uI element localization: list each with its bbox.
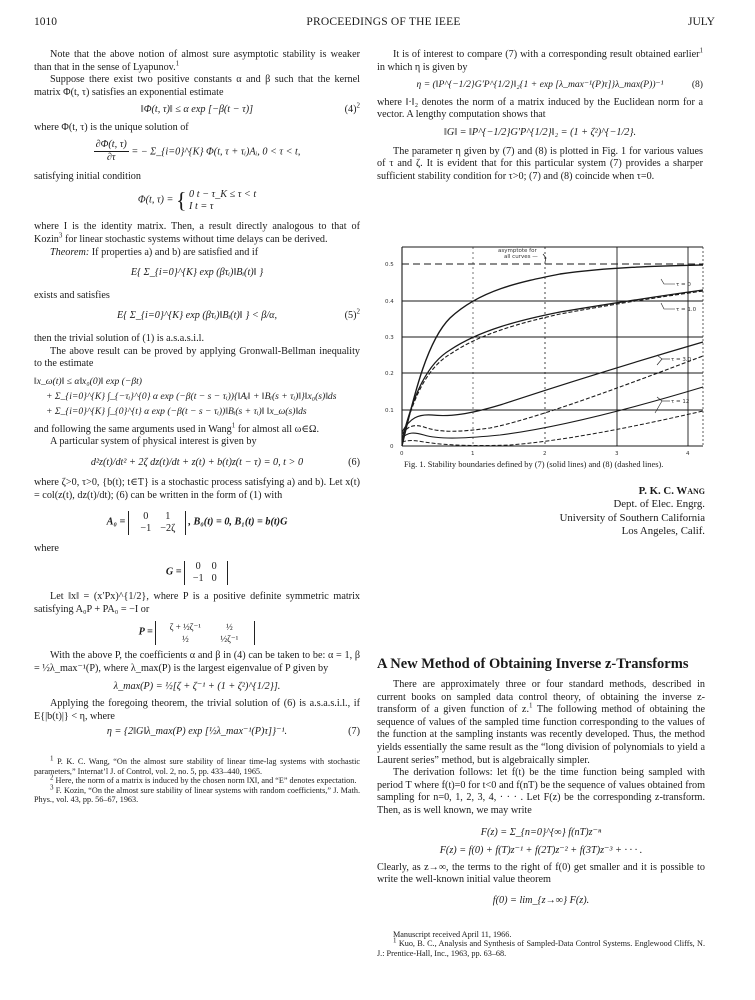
paragraph: Suppose there exist two positive constants α and β such that the kernel matrix Φ(t, τ) satisfies an exponential estimate (34, 74, 360, 98)
equation-z-expand: F(z) = f(0) + f(T)z⁻¹ + f(2T)z⁻² + f(3T)z⁻³ + · · · . (439, 845, 643, 857)
author-city: Los Angeles, Calif. (621, 525, 705, 538)
svg-text:4: 4 (686, 451, 690, 457)
page-header (34, 16, 733, 32)
stability-boundary-chart (377, 236, 712, 458)
svg-text:2: 2 (543, 451, 547, 457)
page-number: 1010 (34, 16, 57, 28)
equation-G: G = 0 0 −1 0 (34, 561, 360, 585)
paragraph: then the trivial solution of (1) is a.s.a.s.i.l. (34, 332, 205, 344)
paragraph: where (34, 542, 59, 554)
paragraph: A particular system of physical interest is given by (50, 436, 257, 448)
svg-text:τ = 0: τ = 0 (676, 282, 691, 288)
paragraph: where I is the identity matrix. Then, a result directly analogous to that of Kozin$^3$ for linear stochastic systems without time delays can be derived. (34, 221, 360, 245)
paragraph: There are approximately three or four standard methods, described in current books on sampled data control theory, of obtaining the inverse z-transform of a given function of z.$^1$ The following method of obtaining the sequence of values of the sampled time function corresponding to the values of the function at the sampling instants was recently developed. Thus, the method yields essentially the same result as the “long division of polynomials to yield a Laurent series” method, but is algebraically simpler. (377, 679, 705, 766)
section-title: A New Method of Obtaining Inverse z-Transforms (377, 656, 689, 672)
svg-text:0.3: 0.3 (385, 335, 394, 341)
paragraph: where ζ>0, τ>0, {b(t); t∈T} is a stochastic process satisfying a) and b). Let x(t) = col(z(t), dz(t)/dt); (6) can be written in the form of (1) with (34, 477, 360, 502)
svg-text:all curves —: all curves — (504, 254, 538, 260)
paragraph: where ‖·‖₂ denotes the norm of a matrix induced by the Euclidean norm for a vector. A lengthy computation shows that (377, 96, 703, 121)
author-name: P. K. C. Wang (638, 485, 705, 497)
equation-expectation: E{ Σ_{i=0}^{K} exp (βτᵢ)‖Bᵢ(t)‖ } (130, 267, 264, 279)
footnote: $^1$ P. K. C. Wang, “On the almost sure stability of linear time-lag systems with stochastic parameters,” Internat’l J. of Control, vol. 2, no. 5, pp. 433–440, 1965. (34, 754, 360, 776)
paragraph: The parameter η given by (7) and (8) is plotted in Fig. 1 for various values of τ and ζ. It is evident that for this particular system (7) provides a sharper sufficient stability condition for τ>0; (7) and (8) coincide when τ=0. (377, 145, 703, 182)
author-dept: Dept. of Elec. Engrg. (613, 498, 705, 511)
svg-text:τ = 1.0: τ = 1.0 (676, 307, 697, 313)
figure-1 (377, 236, 712, 474)
paragraph: satisfying initial condition (34, 170, 141, 182)
author-signature (377, 485, 705, 539)
gronwall-inequality: ‖x_ω(t)‖ ≤ α‖x₀(0)‖ exp (−βt) + Σ_{i=0}^{K} ∫_{−τᵢ}^{0} α exp (−β(t − s − τᵢ)){‖Aᵢ‖ + ‖Bᵢ(s + τᵢ)‖}‖x₀(s)‖ds + Σ_{i=0}^{K} ∫_{0}^{t} α exp (−β(t − s − τᵢ))‖Bᵢ(s + τᵢ)‖ ‖x_ω(s)‖ds (34, 375, 337, 417)
svg-text:τ = 3.0: τ = 3.0 (671, 357, 692, 363)
svg-text:3: 3 (615, 451, 619, 457)
equation-6: d²z(t)/dt² + 2ζ dz(t)/dt + z(t) + b(t)z(t − τ) = 0, t > 0 (6) (90, 456, 360, 468)
equation-z-sum: F(z) = Σ_{n=0}^{∞} f(nT)z⁻ⁿ (480, 826, 602, 838)
journal-title: PROCEEDINGS OF THE IEEE (306, 16, 461, 28)
paragraph: Clearly, as z→∞, the terms to the right of f(0) get smaller and it is possible to write the well-known initial value theorem (377, 861, 705, 886)
equation-4: ‖Φ(t, τ)‖ ≤ α exp [−β(t − τ)] $(4)^2$ (140, 101, 360, 116)
paragraph: Applying the foregoing theorem, the trivial solution of (6) is a.s.a.s.i.l., if E{|b(t)|} < η, where (34, 698, 360, 722)
paragraph: and following the same arguments used in Wang$^1$ for almost all ω∈Ω. (34, 421, 319, 435)
svg-text:0.1: 0.1 (385, 408, 394, 414)
svg-text:0: 0 (390, 444, 394, 450)
equation-pde: $\frac{\partial\Phi(t, \tau)}{\partial\tau}$ = − Σ_{i=0}^{K} Φ(t, τ + τᵢ)Aᵢ, 0 < τ < t, (95, 138, 301, 164)
asymptote-label: asymptote for (498, 248, 537, 254)
svg-text:0.5: 0.5 (385, 262, 394, 268)
article-z-transforms (377, 656, 705, 958)
left-column (34, 49, 360, 805)
footnotes-z (377, 930, 705, 959)
svg-text:1: 1 (471, 451, 475, 457)
theorem: Theorem: If properties a) and b) are satisfied and if (50, 246, 259, 258)
footnotes (34, 754, 361, 805)
footnote: $^3$ F. Kozin, “On the almost sure stability of linear systems with random coefficients,” J. Math. Phys., vol. 43, pp. 56–67, 1963. (34, 783, 361, 805)
equation-initial-value: f(0) = lim_{z→∞} F(z). (492, 894, 590, 906)
footnote: $^1$ Kuo, B. C., Analysis and Synthesis of Sampled-Data Control Systems. Englewood Cliffs, N. J.: Prentice-Hall, Inc., 1963, pp. 63–68. (377, 936, 705, 958)
svg-text:0.4: 0.4 (385, 299, 394, 305)
paragraph: The above result can be proved by applying Gronwall-Bellman inequality to the estimate (34, 345, 360, 370)
paragraph: The derivation follows: let f(t) be the time function being sampled with period T where f(t)=0 for t<0 and f(nT) be the sequence of values obtained from sampling for n=0, 1, 2, 3, 4, · · · . Let F(z) be the corresponding z-transform. Then, as is well known, we may write (377, 767, 705, 816)
paragraph: Let ‖x‖ = (x′Px)^{1/2}, where P is a positive definite symmetric matrix satisfying A₀P + PA₀ = −I or (34, 591, 360, 615)
author-university: University of Southern California (559, 511, 705, 524)
equation-A0: A₀ = 0 1 −1 −2ζ , B₀(t) = 0, B₁(t) = b(t)G (106, 510, 288, 534)
svg-text:0: 0 (400, 451, 404, 457)
manuscript-note: Manuscript received April 11, 1966. (393, 929, 512, 939)
equation-P: P = ζ + ½ζ⁻¹ ½ ½ ½ζ⁻¹ (34, 621, 360, 645)
issue-month: JULY (688, 16, 715, 28)
svg-text:τ = 12: τ = 12 (671, 399, 690, 405)
equation-7: η = {2‖G‖λ_max(P) exp [½λ_max⁻¹(P)τ]}⁻¹. (7) (106, 726, 360, 738)
footnote: $^2$ Here, the norm of a matrix is induced by the chosen norm ‖X‖, and “E” denotes expectation. (50, 773, 357, 786)
right-column (377, 46, 703, 183)
equation-initial-condition: Φ(t, τ) = { 0 t − τ_K ≤ τ < t I t = τ (137, 188, 257, 214)
paragraph: With the above P, the coefficients α and β in (4) can be taken to be: α = 1, β = ½λ_max⁻¹(P), where λ_max(P) is the largest eigenvalue of P given by (34, 650, 360, 675)
equation-G-norm: ‖G‖ = ‖P^{−1/2}G′P^{1/2}‖₂ = (1 + ζ²)^{−1/2}. (443, 126, 637, 138)
svg-text:0.2: 0.2 (385, 371, 394, 377)
paragraph: exists and satisfies (34, 289, 110, 301)
equation-8: η = (‖P^{−1/2}G′P^{1/2}‖₂{1 + exp [λ_max⁻¹(P)τ]}λ_max(P))⁻¹ (8) (416, 79, 703, 91)
paragraph: Note that the above notion of almost sure asymptotic stability is weaker than that in the sense of Lyapunov.$^1$ (34, 49, 360, 73)
equation-5: E{ Σ_{i=0}^{K} exp (βτᵢ)‖Bᵢ(t)‖ } < β/α, $(5)^2$ (116, 307, 360, 322)
paragraph: where Φ(t, τ) is the unique solution of (34, 121, 189, 133)
equation-lambda-max: λ_max(P) = ½[ζ + ζ⁻¹ + (1 + ζ²)^{1/2}]. (113, 680, 281, 692)
figure-caption: Fig. 1. Stability boundaries defined by (7) (solid lines) and (8) (dashed lines). (404, 460, 664, 469)
paragraph: It is of interest to compare (7) with a corresponding result obtained earlier$^1$ in which η is given by (377, 46, 703, 73)
